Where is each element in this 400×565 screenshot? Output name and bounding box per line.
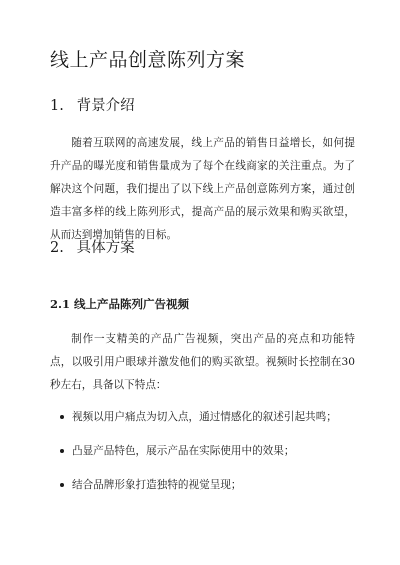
list-item-text: 视频以用户痛点为切入点，通过情感化的叙述引起共鸣； xyxy=(72,411,337,423)
section-number: 2. xyxy=(50,240,64,256)
subsection-title: 线上产品陈列广告视频 xyxy=(74,297,190,311)
section-title: 具体方案 xyxy=(76,240,135,256)
section-number: 1. xyxy=(50,98,64,114)
feature-list xyxy=(50,409,360,511)
subsection-heading xyxy=(50,296,189,312)
list-item xyxy=(50,477,360,511)
background-paragraph: 随着互联网的高速发展，线上产品的销售日益增长，如何提升产品的曝光度和销售量成为了每个在线商家的关注重点。为了解决这个问题，我们提出了以下线上产品创意陈列方案，通过创造丰富多样的线上陈列形式，提高产品的展示效果和购买欲望，从而达到增加销售的目标。 xyxy=(50,137,355,241)
list-item-text: 结合品牌形象打造独特的视觉呈现； xyxy=(72,479,242,491)
bullet-dot-icon xyxy=(60,415,64,419)
list-item xyxy=(50,443,360,477)
bullet-dot-icon xyxy=(60,483,64,487)
video-paragraph: 制作一支精美的产品广告视频，突出产品的亮点和功能特点，以吸引用户眼球并激发他们的购买欲望。视频时长控制在30秒左右，具备以下特点： xyxy=(50,333,355,391)
section-title: 背景介绍 xyxy=(76,98,135,114)
section-heading-plan xyxy=(50,238,135,258)
list-item-text: 凸显产品特色，展示产品在实际使用中的效果； xyxy=(72,445,295,457)
list-item xyxy=(50,409,360,443)
subsection-number: 2.1 xyxy=(50,297,71,311)
section-heading-background xyxy=(50,96,135,116)
document-title: 线上产品创意陈列方案 xyxy=(50,49,246,71)
bullet-dot-icon xyxy=(60,449,64,453)
